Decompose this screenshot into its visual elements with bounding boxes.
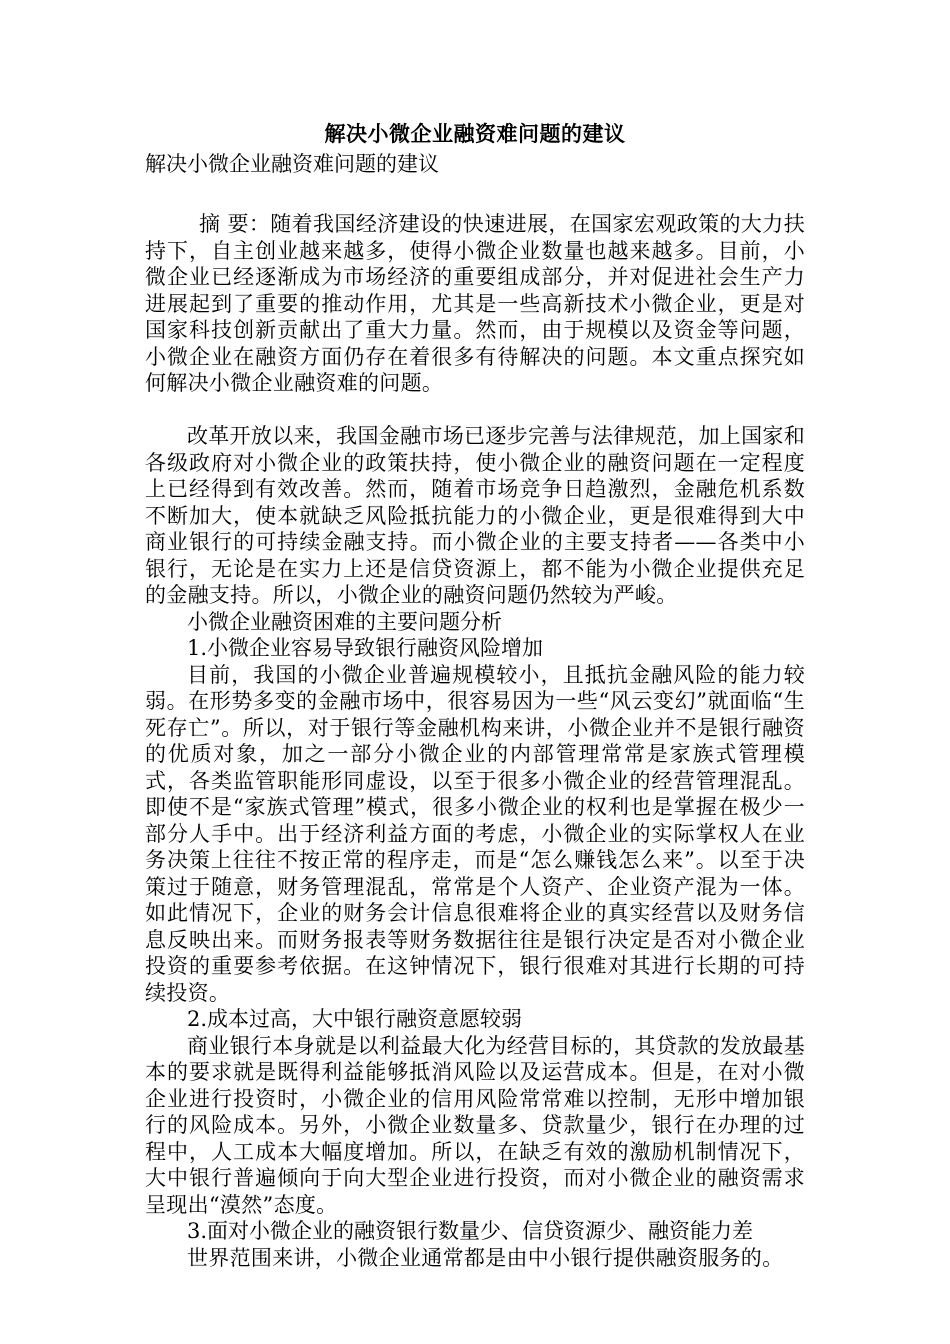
paragraph-gap [145,397,805,424]
intro-paragraph: 改革开放以来，我国金融市场已逐步完善与法律规范，加上国家和各级政府对小微企业的政策扶持，使小微企业的融资问题在一定程度上已经得到有效改善。然而，随着市场竞争日趋激烈，金融危机系数不断加大，使本就缺乏风险抵抗能力的小微企业，更是很难得到大中商业银行的可持续金融支持。而小微企业的主要支持者——各类中小银行，无论是在实力上还是信贷资源上，都不能为小微企业提供充足的金融支持。所以，小微企业的融资问题仍然较为严峻。 [145,424,805,607]
document-subtitle: 解决小微企业融资难问题的建议 [145,152,439,176]
abstract-paragraph: 摘 要：随着我国经济建设的快速进展，在国家宏观政策的大力扶持下，自主创业越来越多，使得小微企业数量也越来越多。目前，小微企业已经逐渐成为市场经济的重要组成部分，并对促进社会生产力进展起到了重要的推动作用，尤其是一些高新技术小微企业，更是对国家科技创新贡献出了重大力量。然而，由于规模以及资金等问题，小微企业在融资方面仍存在着很多有待解决的问题。本文重点探究如何解决小微企业融资难的问题。 [145,212,805,395]
point1-paragraph: 目前，我国的小微企业普遍规模较小，且抵抗金融风险的能力较弱。在形势多变的金融市场中，很容易因为一些“风云变幻”就面临“生死存亡”。所以，对于银行等金融机构来讲，小微企业并不是银行融资的优质对象，加之一部分小微企业的内部管理常常是家族式管理模式，各类监管职能形同虚设，以至于很多小微企业的经营管理混乱。即使不是“家族式管理”模式，很多小微企业的权利也是掌握在极少一部分人手中。出于经济利益方面的考虑，小微企业的实际掌权人在业务决策上往往不按正常的程序走，而是“怎么赚钱怎么来”。以至于决策过于随意，财务管理混乱，常常是个人资产、企业资产混为一体。如此情况下，企业的财务会计信息很难将企业的真实经营以及财务信息反映出来。而财务报表等财务数据往往是银行决定是否对小微企业投资的重要参考依据。在这钟情况下，银行很难对其进行长期的可持续投资。 [145,662,805,1005]
document-title: 解决小微企业融资难问题的建议 [324,121,626,146]
point3-paragraph: 世界范围来讲，小微企业通常都是由中小银行提供融资服务的。 [187,1245,784,1270]
point1-heading: 1.小微企业容易导致银行融资风险增加 [187,636,544,660]
point3-heading: 3.面对小微企业的融资银行数量少、信贷资源少、融资能力差 [187,1219,754,1243]
section-heading: 小微企业融资困难的主要问题分析 [187,609,502,634]
point2-heading: 2.成本过高，大中银行融资意愿较弱 [187,1007,523,1031]
point2-paragraph: 商业银行本身就是以利益最大化为经营目标的，其贷款的发放最基本的要求就是既得利益能够抵消风险以及运营成本。但是，在对小微企业进行投资时，小微企业的信用风险常常难以控制，无形中增加银行的风险成本。另外，小微企业数量多、贷款量少，银行在办理的过程中，人工成本大幅度增加。所以，在缺乏有效的激励机制情况下，大中银行普遍倾向于向大型企业进行投资，而对小微企业的融资需求呈现出“漠然”态度。 [145,1033,805,1217]
document-page [145,118,805,1271]
